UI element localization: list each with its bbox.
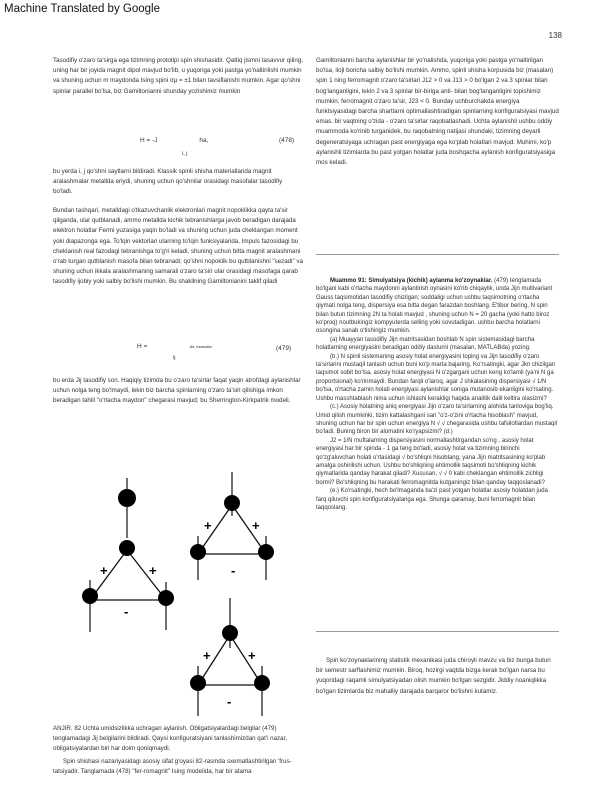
bond-sign-minus: -: [231, 563, 236, 578]
bond-sign-plus: +: [149, 563, 157, 578]
equation-479-term: Jkk, harakatlar: [189, 345, 212, 349]
frustrated-spins-figure: [80, 470, 300, 725]
problem-91-title: Muammo 91: Simulyatsiya (kichik) aylanma ko'zoynaklar.: [330, 278, 493, 284]
figure-82-caption: ANJIR. 82 Uchta umidsizlikka uchragan aylanish. Obligatsiyalardagi belgilar (479) tenglamadagi Jij belgilarini bildiradi. Qaysi konfiguratsiyani tanlashimizdan qat'i nazar, obligatsiyalardan biri har doim qoniqmaydi.: [53, 725, 288, 753]
left-paragraph-4: bu erda Jij tasodifiy son. Haqiqiy tizimda bu o'zaro ta'sirlar faqat yaqin atrofdagi aylanishlar uchun nolga teng bo'lmaydi, lekin biz barcha spinlarning o'zaro ta'siri qilishiga imkon beradigan tahlil "o'rtacha maydon" chegarasi mavjud; bu Sherrington-Kirkpatrik modeli.: [53, 377, 301, 405]
bond-sign-plus: +: [204, 518, 212, 533]
spin-node: [119, 540, 135, 556]
problem-top-rule: [316, 254, 559, 255]
bond-sign-plus: +: [252, 518, 260, 533]
left-paragraph-1: Tasodifiy o'zaro ta'sirga ega tizimning prototipi spin shishasidir. Qattiq jismni tasavvur qiling, uning har bir joyida magnit dipol mavjud bo'lib, u yuqoriga yoki pastga yo'naltirilishi mumkin va shuning uchun m maydonda Ising spini σμ = ±1 bilan tavsiflanishi mumkin. Agar qo'shni spinlar parallel bo'lsa, biz Gamiltonianni shunday yozishimiz mumkin: [53, 57, 303, 95]
problem-91: [316, 277, 559, 512]
triangle-left: [82, 478, 174, 632]
triangle-bottom-right: [190, 598, 270, 716]
problem-91-intro: (479) tenglamada bo'lgani kabi o'rtacha maydonni aylantirish oynasini ko'rib chiqaylik, unda Jijn multivariant Gauss taqsimotidan tasodifiy chizilgan; soddaligi uchun ushbu taqsimotning o'rtacha qiymati nolga teng, dispersiya esa bitta degan farazdan boshlang. E'tibor bering, N spin bilan butun tizimning 2N ta holati mavjud , shuning uchun N = 20 gacha (yoki hatto biroz ko'proq) noutbukingiz kompyuterda selling yoki sovutadigan. ushbu barcha holatlarni osongina sanab o'tishingiz mumkin.: [316, 278, 553, 335]
machine-translated-banner: Machine Translated by Google: [4, 3, 160, 15]
equation-479-subscript: ij: [173, 355, 176, 361]
equation-479-lhs: H =: [137, 343, 148, 350]
right-paragraph-1: Gamiltonianni barcha aylanishlar bir yo'nalishda, yuqoriga yoki pastga yo'naltirilgan bo'lsa, ilojl boricha salbiy bo'lishi mumkin. Ammo, spinli shisha korpusida biz (masalan) spin 1 ning ferromagnit o'zaro ta'sirlari J12 > 0 va J13 > 0 bo'lgan 2 va 3 spinlar bilan bog'langanligini, lekin 2 va 3 spinlar bir-biriga anti- bilan bog'langanligini topishimiz mumkin. ferromagnit o'zaro ta'sir, J23 < 0. Bunday uchburchakda energiya funktsiyasidagi barcha shartlarni optimallashtiradigan spinlarning konfiguratsiyasi mavjud emas. bir vaqtning o'zida - o'zaro ta'sirlar raqobatlashadi. Uchta aylanishli ushbu oddiy muammoda ko'rinib turganidek, bu raqobatning natijasi shundaki, tizimning deyarli degeneratsiyaga uchragan past energiyaga ega ko'plab holatlari mavjud. Muhimi, ko'p aylanishli tizimlarda bu past yotgan holatlar juda boshqacha aylanish konfiguratsiyasiga mos keladi.: [316, 57, 559, 167]
spin-node: [190, 544, 206, 560]
spin-node: [224, 495, 240, 511]
spin-node: [258, 544, 274, 560]
equation-478-number: (478): [279, 137, 295, 144]
bond-sign-plus: +: [248, 648, 256, 663]
spin-node: [82, 588, 98, 604]
equation-478-lhs: H = -J: [140, 137, 158, 144]
spin-node: [118, 489, 136, 507]
spin-node: [222, 625, 238, 641]
right-paragraph-2: Spin ko'zoynaklarining statistik mexanikasi juda chiroyli mavzu va biz bunga butun bir semestr sarflashimiz mumkin. Biroq, hozirgi vaqtda bizga kerak bo'lgan narsa bu yuqoridagi raqamli simulyatsiyadan olish mumkin bo'lgan sezgidir. Jiddiy noaniqlikka bo'lgan tizimlarda biz mahalliy darajada barqaror bo'lishni kutamiz.: [316, 657, 551, 695]
left-paragraph-2: bu yerda i, j qo'shni saytlarni bildiradi. Klassik spinli shisha materiallarida magnit aralashmalar metallda eriydi, shuning uchun qo'shnilar orasidagi masofalar tasodifiy bo'ladi.: [53, 168, 283, 196]
left-paragraph-3: Bundan tashqari, metalldagi o'tkazuvchanlik elektronlari magnit nopoklikka qayta ta'sir qilganda, ular qutblanadi, ammo metallda kichik tebranishlarga javob beradigan darajada elektron holatlar Fermi yuzasiga yaqin bo'ladi va shuning uchun juda cheklangan moment yoki diapazonga ega. To'lqin vektorlari ularning to'lqin funksiyalarida. Impuls fazosidagi bu cheklanish real fazodagi tebranishga to'g'ri keladi, shuning uchun bitta magnit aralashmani o'rab turgan qutblanish masofa bilan tebranadi; qo'shni nopoklik bu qutblanishni "sezadi" va shuning uchun ikkala aralashmaning samarali o'zaro ta'siri ular orasidagi masofaga qarab tasodifiy ijobiy yoki salbiy bo'lishi mumkin. Bu shakllning Gamiltonianini taklif qiladi: [53, 207, 303, 286]
bond-sign-plus: +: [100, 563, 108, 578]
equation-478-subscript: i, j: [182, 151, 188, 157]
page-number: 138: [548, 31, 562, 40]
equation-478: [140, 137, 208, 144]
spin-node: [158, 590, 174, 606]
problem-91-part-b: (b.) N spinli sistemaning asosiy holat energiyasini toping va Jijn tasodifiy o'zaro ta'sirlarini mustaqil tanlash uchun buni ko'p marta bajaring. Ko'rsatingki, agar Jkn chizilgan taqsimot sobit bo'lsa, asosiy holat energiyasi N o'zgargani uchun keng ko'lamli (ya'ni N ga proportsional) ko'rinmaydi. Bundan farqli o'laroq, agar J shkalasining dispersiyasi √ 1/N bo'lsa, o'rtacha zamin holati energiyasi aylanishlar soniga mutanosib ekanligini ko'rsating. Ushbu masshtablash nima uchun ishlashi kerakligi haqida analitik dalil keltira olasizmi?: [316, 353, 556, 402]
problem-91-part-a: (a) Muayyan tasodifiy Jijn matritsasidan boshlab N spin sistemasidagi barcha holatlarning energiyasini beradigan oddiy dasturni (masalan, MATLABda) yozing.: [316, 336, 535, 352]
equation-478-term: ha,: [199, 137, 209, 144]
bond-sign-minus: -: [227, 694, 232, 709]
equation-479: [137, 343, 212, 350]
problem-91-part-e: (e.) Ko'rsatingki, hech bo'lmaganda ba'zi past yotgan holatlar asosiy holatdan juda farq qiluvchi spin konfiguratsiyalariga ega. Shunga qaramay, buni ferromagnit bilan taqqoslang.: [316, 488, 548, 511]
bond-sign-plus: +: [203, 648, 211, 663]
triangle-top-right: [190, 472, 274, 580]
spin-node: [190, 675, 206, 691]
problem-bottom-rule: [316, 631, 559, 632]
bond-sign-minus: -: [124, 604, 129, 619]
problem-91-part-d: J2 = 1/N muftalarning dispersiyasini normallashtirgandan so'ng , asosiy holat energiyasi har bir spinda - 1 ga teng bo'ladi, asosiy holat va tizimning birinchi qo'zg'aluvchan holati o'rtasidagi √ bo'shliqni hisoblang, yana Jijn matritsasining ko'plab amalga oshirilishi uchun. Ushbu bo'shliqning ehtimollik taqsimoti bo'shliqning kichik qiymatlarida qanday harakat qiladi? Xususan, √ √ 0 kabi cheklangan ehtimollik zichligi bormi? Bo'shliqning bu harakati ferromagnitda kutganingiz bilan qanday taqqoslanadi?: [316, 437, 546, 486]
left-paragraph-6: Spin shishasi nazariyasidagi asosiy sifat g'oyasi 82-rasmda sxematlashtirilgan 'frus-tatsiyadir. Tanglamada (478) "fer-romagnit" Ising modelida, har bir atama: [53, 758, 292, 776]
spin-node: [254, 675, 270, 691]
problem-91-part-c: (c.) Asosiy holatning aniq energiyasi Jijn o'zaro ta'sirlarning alohida tanloviga bog'liq. Umid qilish mumkinki, tizim kattalashgani sari "o'z-o'zini o'rtacha hisoblash" mavjud, shuning uchun har bir spin uchun energiya N √ √ chegarasida ushbu tafsilotlardan mustaqil bo'ladi. Buning biron bir alomatini ko'ryapsizmi? (d.): [316, 404, 558, 436]
equation-479-number: (479): [276, 345, 292, 352]
